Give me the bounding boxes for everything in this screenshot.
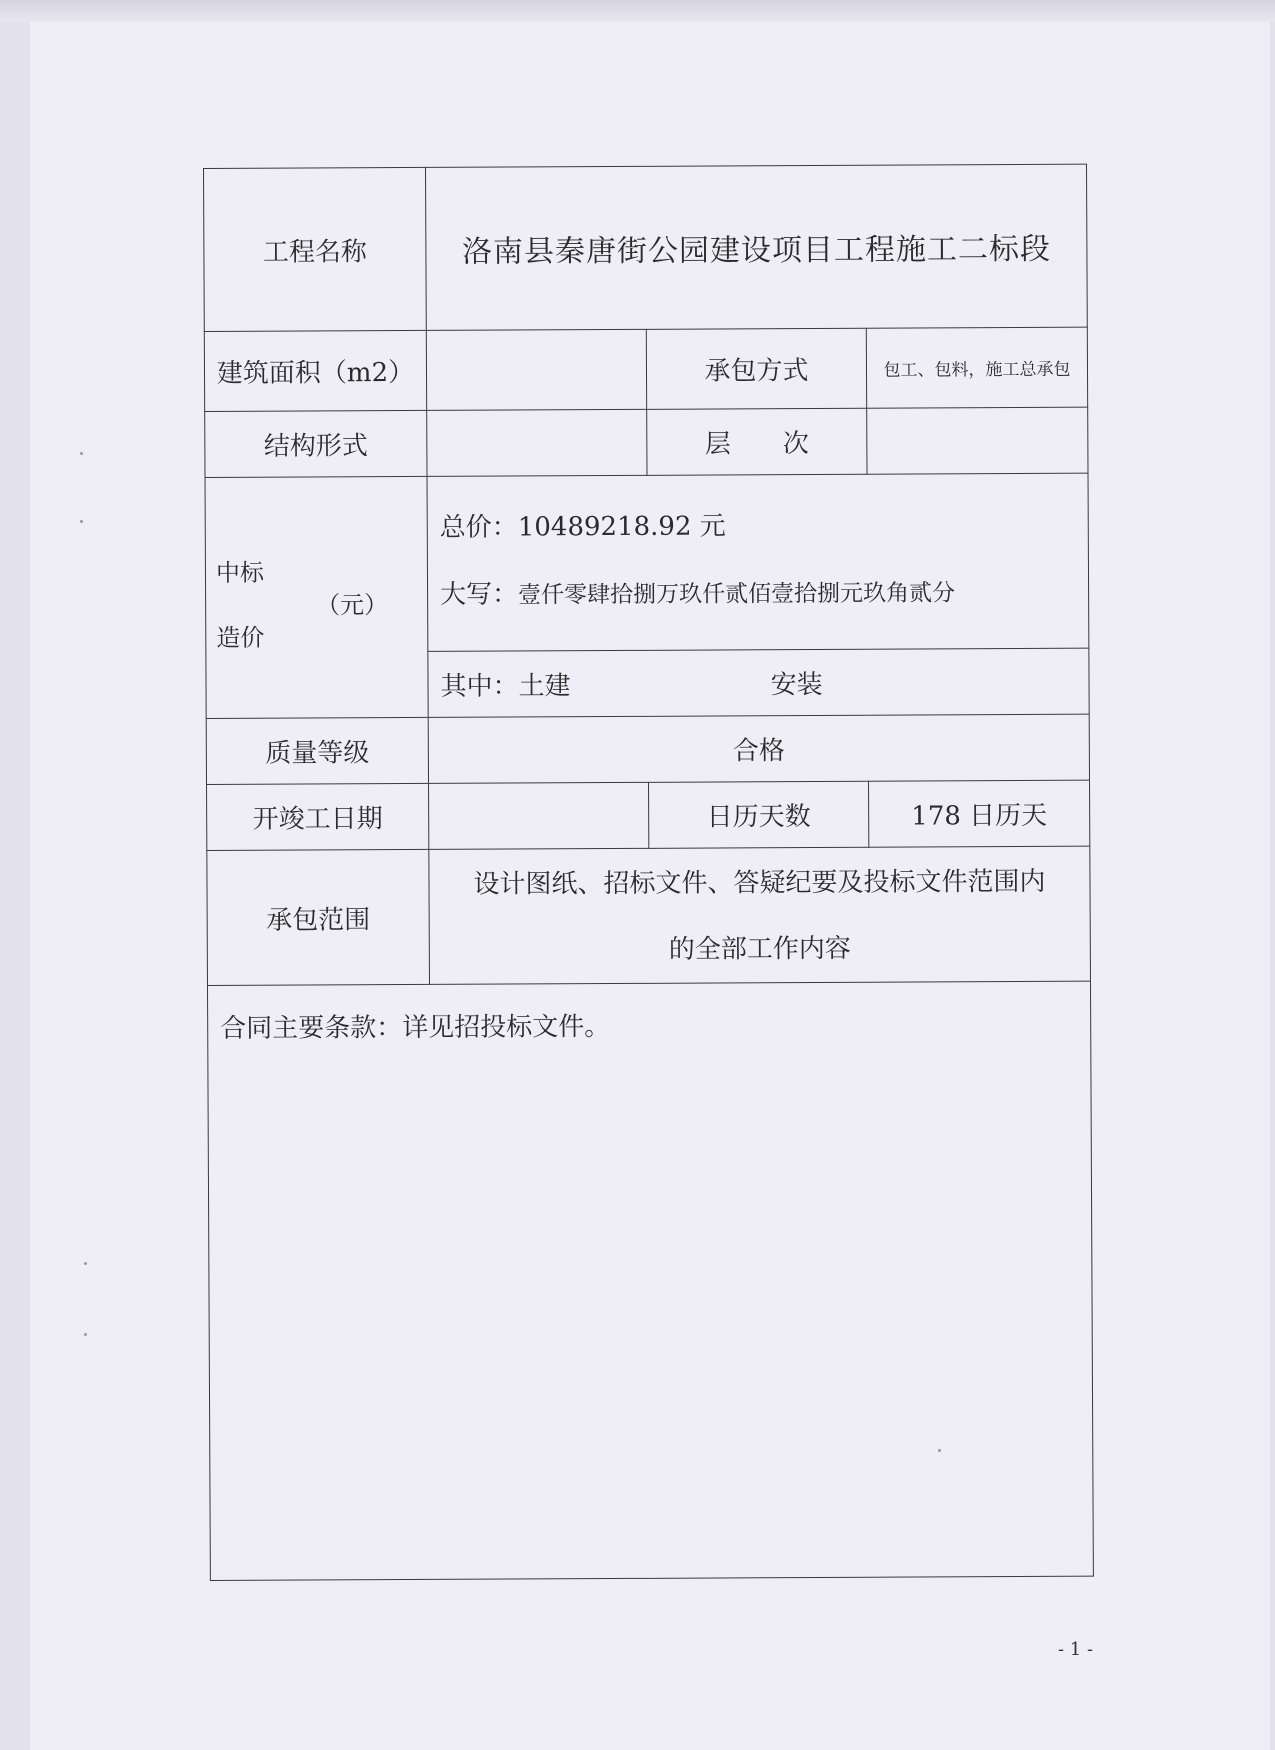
scan-edge	[0, 0, 1275, 22]
scope-line-2: 的全部工作内容	[668, 933, 851, 965]
contract-mode-label: 承包方式	[646, 328, 866, 409]
row-scope	[207, 846, 1091, 985]
capital-value: 壹仟零肆拾捌万玖仟贰佰壹拾捌元玖角贰分	[518, 580, 956, 609]
structure-value	[427, 409, 647, 476]
breakdown-label: 其中：土建	[440, 671, 571, 702]
building-area-label: 建筑面积（m2）	[204, 330, 426, 411]
bid-price-label-2: 造价	[216, 623, 265, 652]
capital-price-line	[440, 571, 1088, 611]
structure-label: 结构形式	[205, 410, 427, 477]
main-terms: 合同主要条款：详见招投标文件。	[207, 981, 1093, 1580]
breakdown-cell	[428, 648, 1089, 717]
contract-table	[203, 164, 1094, 1581]
bid-price-label-1: 中标	[215, 558, 265, 587]
scope-label: 承包范围	[207, 849, 430, 985]
row-structure-floors	[205, 407, 1088, 477]
install-label: 安装	[770, 669, 823, 701]
price-cell	[427, 473, 1089, 651]
row-area-contract	[204, 327, 1087, 411]
building-area-value	[426, 329, 646, 410]
row-bid-price	[205, 473, 1089, 652]
row-dates	[207, 780, 1090, 850]
total-price-value: 10489218.92 元	[517, 511, 726, 543]
floors-label: 层 次	[647, 408, 867, 475]
bid-price-label-cell	[205, 476, 428, 718]
quality-label: 质量等级	[206, 717, 428, 784]
row-quality	[206, 714, 1089, 784]
contract-mode-value: 包工、包料，施工总承包	[866, 327, 1087, 408]
scope-line-1: 设计图纸、招标文件、答疑纪要及投标文件范围内	[473, 866, 1046, 900]
scan-speck	[80, 520, 83, 523]
calendar-days-value: 178 日历天	[869, 780, 1090, 847]
scan-speck	[84, 1333, 87, 1336]
row-main-terms	[207, 981, 1093, 1580]
scan-speck	[84, 1262, 87, 1265]
dates-label: 开竣工日期	[207, 783, 429, 850]
calendar-days-label: 日历天数	[649, 781, 869, 848]
quality-value: 合格	[428, 714, 1089, 783]
row-project-name	[204, 164, 1088, 331]
floors-value	[867, 407, 1088, 474]
capital-label: 大写：	[440, 579, 519, 610]
bid-price-unit: （元）	[316, 591, 389, 620]
project-name-label: 工程名称	[204, 167, 427, 331]
project-name-value: 洛南县秦唐街公园建设项目工程施工二标段	[425, 164, 1087, 330]
scope-value	[429, 846, 1091, 984]
scan-speck	[80, 452, 83, 455]
page-number: - 1 -	[1058, 1639, 1094, 1660]
total-price-line	[440, 504, 1088, 544]
contract-info-form	[203, 164, 1093, 1581]
total-price-label: 总价：	[439, 512, 518, 543]
scan-speck	[938, 1449, 941, 1452]
dates-value	[429, 782, 649, 849]
